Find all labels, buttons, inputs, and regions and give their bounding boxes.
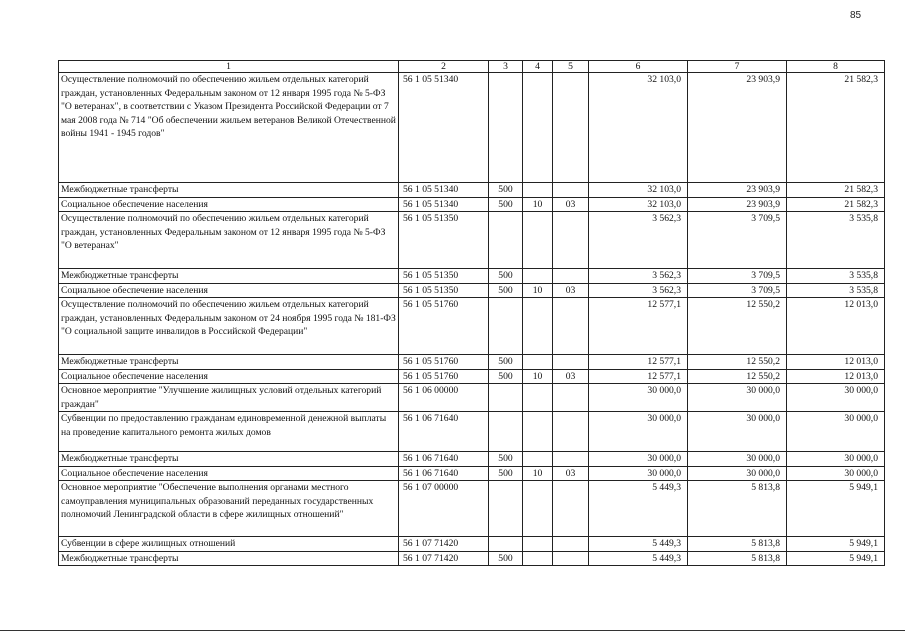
table-row	[59, 537, 885, 552]
table-row	[59, 355, 885, 370]
row-name: Субвенции в сфере жилищных отношений	[59, 537, 399, 552]
row-rz	[523, 355, 553, 370]
row-name: Межбюджетные трансферты	[59, 183, 399, 198]
row-rz	[523, 537, 553, 552]
row-name: Осуществление полномочий по обеспечению жильем отдельных категорий граждан, установленных Федеральным законом от 12 января 1995 года № 5-ФЗ "О ветеранах", в соответствии с Указом Президента Российской Федерации от 7 мая 2008 года № 714 "Об обеспечении жильем ветеранов Великой Отечественной войны 1941 - 1945 годов"	[59, 73, 399, 183]
row-vr: 500	[489, 269, 523, 284]
row-pr	[553, 183, 589, 198]
row-vr: 500	[489, 197, 523, 212]
row-value-8: 30 000,0	[787, 384, 885, 412]
row-rz	[523, 269, 553, 284]
table-row	[59, 212, 885, 269]
row-value-6: 12 577,1	[589, 369, 688, 384]
row-vr: 500	[489, 283, 523, 298]
table-body	[59, 73, 885, 566]
row-value-8: 3 535,8	[787, 212, 885, 269]
row-pr	[553, 412, 589, 452]
row-value-8: 12 013,0	[787, 298, 885, 355]
row-value-7: 3 709,5	[688, 283, 787, 298]
row-rz	[523, 481, 553, 537]
row-code: 56 1 06 71640	[399, 466, 489, 481]
header-cell: 5	[553, 61, 589, 73]
row-value-7: 23 903,9	[688, 197, 787, 212]
row-value-7: 5 813,8	[688, 551, 787, 566]
row-value-7: 30 000,0	[688, 466, 787, 481]
row-value-6: 30 000,0	[589, 452, 688, 467]
row-vr	[489, 212, 523, 269]
row-value-6: 30 000,0	[589, 466, 688, 481]
row-name: Основное мероприятие "Улучшение жилищных условий отдельных категорий граждан"	[59, 384, 399, 412]
table-row	[59, 183, 885, 198]
row-rz: 10	[523, 197, 553, 212]
row-value-6: 12 577,1	[589, 298, 688, 355]
table-row	[59, 73, 885, 183]
header-cell: 7	[688, 61, 787, 73]
row-rz	[523, 298, 553, 355]
row-name: Осуществление полномочий по обеспечению жильем отдельных категорий граждан, установленных Федеральным законом от 24 ноября 1995 года № 181-ФЗ "О социальной защите инвалидов в Российской Федерации"	[59, 298, 399, 355]
row-value-8: 12 013,0	[787, 355, 885, 370]
row-value-7: 12 550,2	[688, 355, 787, 370]
row-value-7: 30 000,0	[688, 384, 787, 412]
row-rz: 10	[523, 369, 553, 384]
row-name: Межбюджетные трансферты	[59, 452, 399, 467]
row-value-6: 30 000,0	[589, 412, 688, 452]
header-cell: 8	[787, 61, 885, 73]
row-name: Осуществление полномочий по обеспечению жильем отдельных категорий граждан, установленных Федеральным законом от 12 января 1995 года № 5-ФЗ "О ветеранах"	[59, 212, 399, 269]
row-code: 56 1 07 00000	[399, 481, 489, 537]
row-code: 56 1 05 51340	[399, 197, 489, 212]
row-code: 56 1 05 51760	[399, 369, 489, 384]
row-rz	[523, 384, 553, 412]
row-name: Субвенции по предоставлению гражданам единовременной денежной выплаты на проведение капитального ремонта жилых домов	[59, 412, 399, 452]
row-value-8: 5 949,1	[787, 537, 885, 552]
row-name: Социальное обеспечение населения	[59, 466, 399, 481]
row-value-8: 21 582,3	[787, 197, 885, 212]
row-pr	[553, 73, 589, 183]
table-row	[59, 452, 885, 467]
table-row	[59, 269, 885, 284]
row-rz	[523, 412, 553, 452]
header-cell: 3	[489, 61, 523, 73]
page-number: 85	[850, 10, 862, 21]
table-row	[59, 466, 885, 481]
row-rz	[523, 452, 553, 467]
row-value-7: 30 000,0	[688, 452, 787, 467]
row-rz	[523, 212, 553, 269]
row-code: 56 1 05 51760	[399, 298, 489, 355]
row-value-8: 5 949,1	[787, 551, 885, 566]
row-vr: 500	[489, 551, 523, 566]
header-cell: 1	[59, 61, 399, 73]
row-value-6: 12 577,1	[589, 355, 688, 370]
row-value-8: 30 000,0	[787, 452, 885, 467]
row-code: 56 1 05 51350	[399, 269, 489, 284]
row-value-7: 30 000,0	[688, 412, 787, 452]
row-vr	[489, 537, 523, 552]
row-pr	[553, 481, 589, 537]
row-code: 56 1 06 00000	[399, 384, 489, 412]
row-value-6: 3 562,3	[589, 212, 688, 269]
row-code: 56 1 06 71640	[399, 412, 489, 452]
row-name: Межбюджетные трансферты	[59, 269, 399, 284]
row-name: Основное мероприятие "Обеспечение выполнения органами местного самоуправления муниципальных образований переданных государственных полномочий Ленинградской области в сфере жилищных отношений"	[59, 481, 399, 537]
row-pr	[553, 355, 589, 370]
row-value-7: 23 903,9	[688, 183, 787, 198]
row-value-7: 3 709,5	[688, 269, 787, 284]
row-name: Социальное обеспечение населения	[59, 197, 399, 212]
row-value-8: 30 000,0	[787, 412, 885, 452]
row-vr: 500	[489, 183, 523, 198]
table-row	[59, 197, 885, 212]
table-row	[59, 283, 885, 298]
row-vr: 500	[489, 355, 523, 370]
row-vr: 500	[489, 452, 523, 467]
header-row	[59, 61, 885, 73]
row-value-7: 23 903,9	[688, 73, 787, 183]
row-value-6: 3 562,3	[589, 269, 688, 284]
row-pr	[553, 212, 589, 269]
row-pr: 03	[553, 283, 589, 298]
row-pr: 03	[553, 197, 589, 212]
table-row	[59, 298, 885, 355]
row-pr: 03	[553, 466, 589, 481]
row-vr	[489, 412, 523, 452]
row-code: 56 1 05 51340	[399, 183, 489, 198]
row-code: 56 1 05 51340	[399, 73, 489, 183]
row-name: Межбюджетные трансферты	[59, 551, 399, 566]
row-code: 56 1 05 51760	[399, 355, 489, 370]
row-value-6: 3 562,3	[589, 283, 688, 298]
table-row	[59, 481, 885, 537]
row-code: 56 1 07 71420	[399, 537, 489, 552]
budget-table	[58, 60, 885, 566]
row-name: Социальное обеспечение населения	[59, 283, 399, 298]
row-value-6: 32 103,0	[589, 197, 688, 212]
row-value-8: 3 535,8	[787, 283, 885, 298]
row-value-8: 30 000,0	[787, 466, 885, 481]
row-pr	[553, 551, 589, 566]
row-code: 56 1 07 71420	[399, 551, 489, 566]
row-pr: 03	[553, 369, 589, 384]
row-vr: 500	[489, 369, 523, 384]
page-bottom-rule	[0, 630, 905, 631]
row-value-8: 21 582,3	[787, 73, 885, 183]
row-code: 56 1 05 51350	[399, 212, 489, 269]
row-value-7: 5 813,8	[688, 481, 787, 537]
row-vr	[489, 73, 523, 183]
row-value-6: 32 103,0	[589, 73, 688, 183]
row-value-6: 5 449,3	[589, 551, 688, 566]
row-value-6: 5 449,3	[589, 537, 688, 552]
row-pr	[553, 298, 589, 355]
table-row	[59, 551, 885, 566]
row-value-7: 5 813,8	[688, 537, 787, 552]
header-cell: 4	[523, 61, 553, 73]
row-value-6: 5 449,3	[589, 481, 688, 537]
row-value-6: 32 103,0	[589, 183, 688, 198]
row-pr	[553, 452, 589, 467]
row-vr	[489, 298, 523, 355]
table-row	[59, 412, 885, 452]
row-name: Межбюджетные трансферты	[59, 355, 399, 370]
row-name: Социальное обеспечение населения	[59, 369, 399, 384]
row-value-7: 3 709,5	[688, 212, 787, 269]
row-pr	[553, 537, 589, 552]
row-value-7: 12 550,2	[688, 298, 787, 355]
row-rz: 10	[523, 466, 553, 481]
row-value-8: 21 582,3	[787, 183, 885, 198]
row-vr	[489, 481, 523, 537]
row-code: 56 1 06 71640	[399, 452, 489, 467]
row-pr	[553, 269, 589, 284]
row-rz	[523, 551, 553, 566]
table-row	[59, 384, 885, 412]
row-pr	[553, 384, 589, 412]
row-vr	[489, 384, 523, 412]
row-vr: 500	[489, 466, 523, 481]
row-rz: 10	[523, 283, 553, 298]
table-row	[59, 369, 885, 384]
row-value-7: 12 550,2	[688, 369, 787, 384]
row-value-8: 12 013,0	[787, 369, 885, 384]
row-rz	[523, 73, 553, 183]
header-cell: 6	[589, 61, 688, 73]
row-code: 56 1 05 51350	[399, 283, 489, 298]
row-rz	[523, 183, 553, 198]
row-value-8: 5 949,1	[787, 481, 885, 537]
header-cell: 2	[399, 61, 489, 73]
row-value-6: 30 000,0	[589, 384, 688, 412]
row-value-8: 3 535,8	[787, 269, 885, 284]
